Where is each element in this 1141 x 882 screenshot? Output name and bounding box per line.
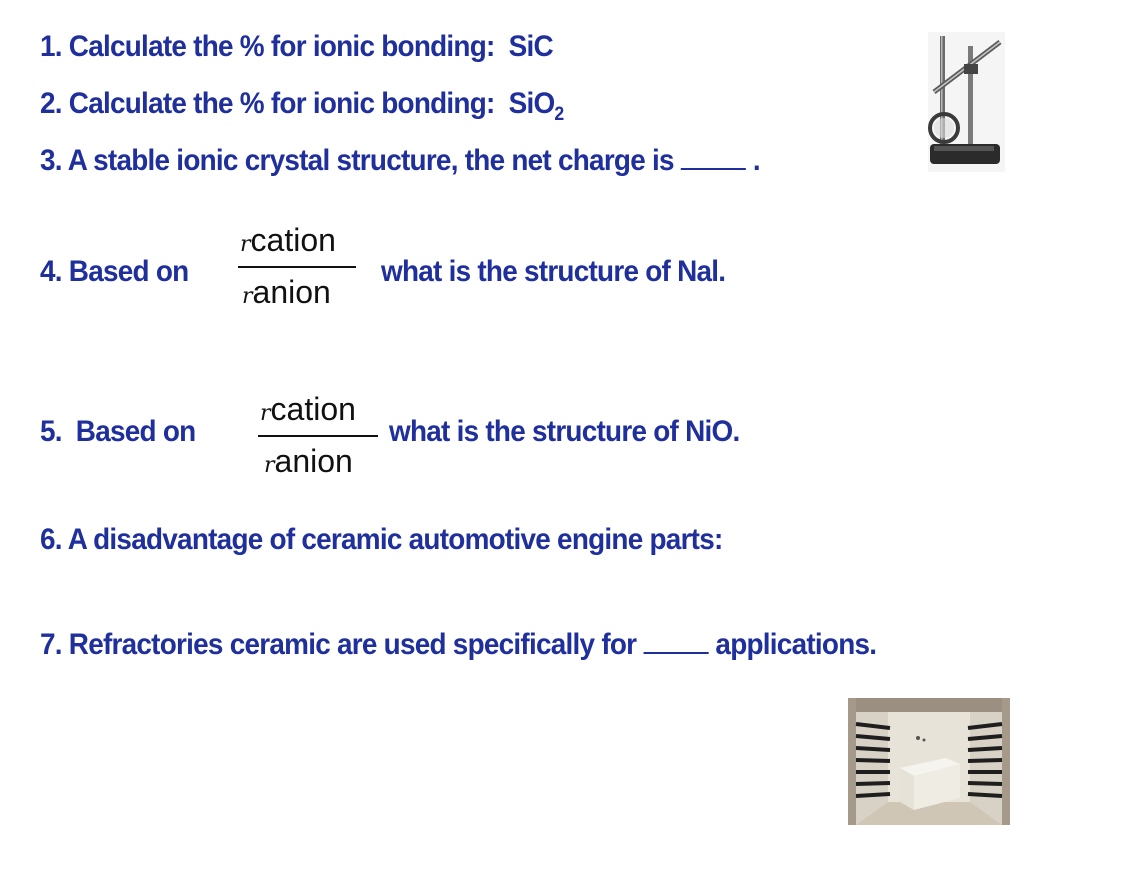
question-4: 4. Based on	[40, 255, 189, 288]
question-7: 7. Refractories ceramic are used specifically for applications.	[40, 628, 877, 661]
ring-stand-image	[928, 32, 1005, 172]
question-4-tail: what is the structure of Nal.	[381, 255, 726, 288]
question-2: 2. Calculate the % for ionic bonding: SiO$_2$	[40, 87, 564, 125]
question-5-tail: what is the structure of NiO.	[389, 415, 740, 448]
question-6: 6. A disadvantage of ceramic automotive engine parts:	[40, 523, 723, 556]
question-1: 1. Calculate the % for ionic bonding: SiC	[40, 30, 553, 63]
furnace-image	[848, 698, 1010, 825]
answer-blank	[681, 166, 746, 170]
formula-sio2: SiO$_2$	[508, 87, 564, 125]
question-3: 3. A stable ionic crystal structure, the net charge is .	[40, 144, 760, 177]
answer-blank	[643, 650, 708, 654]
question-5: 5. Based on	[40, 415, 196, 448]
formula-sic: SiC	[508, 30, 553, 63]
